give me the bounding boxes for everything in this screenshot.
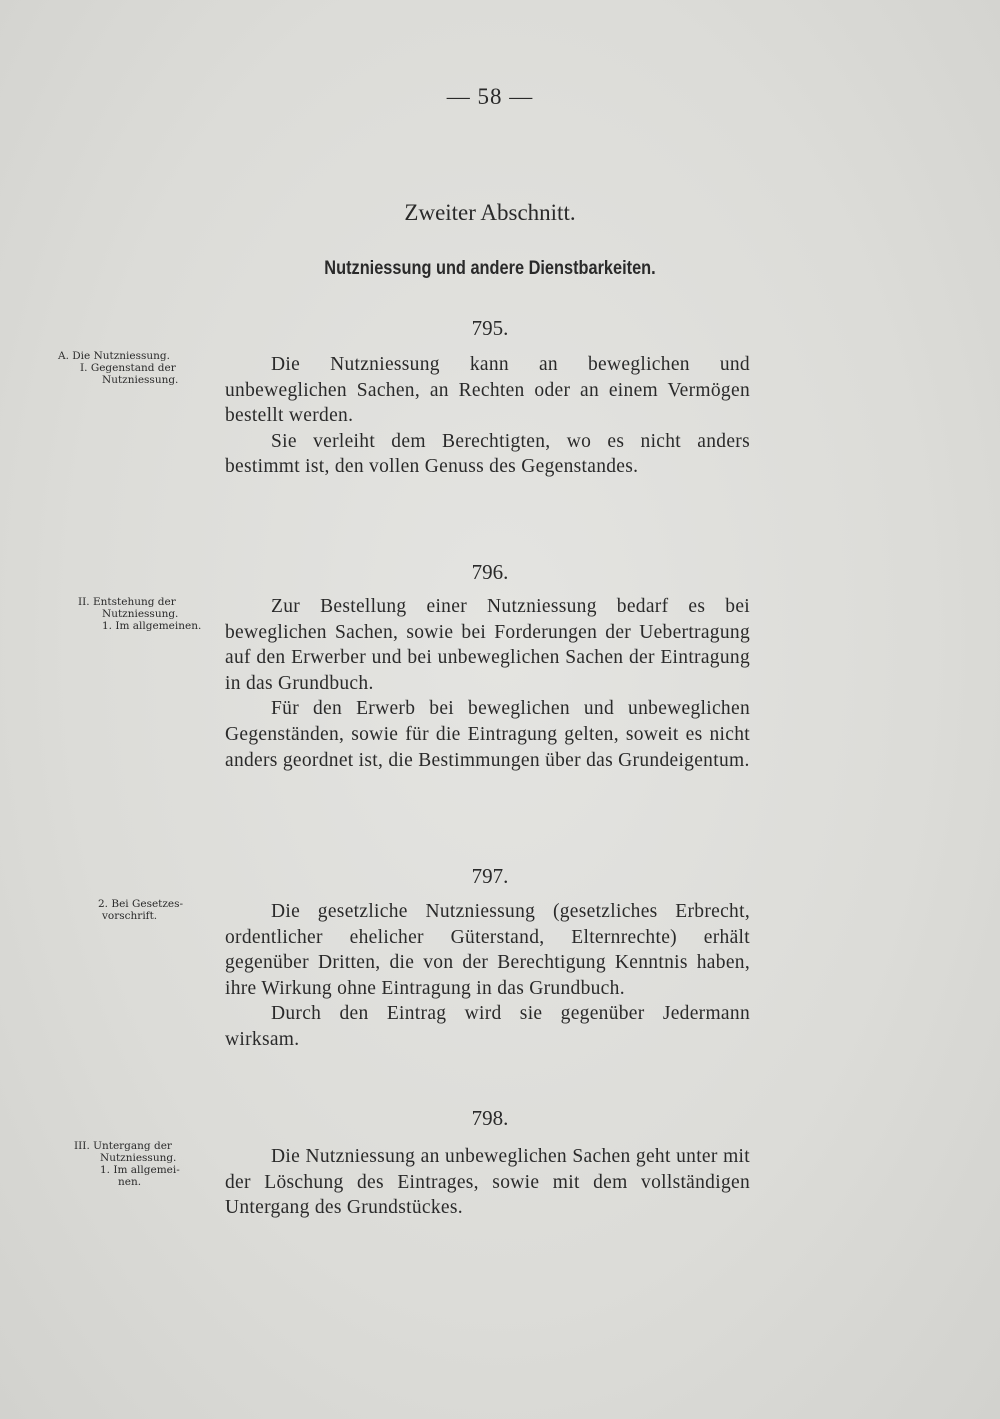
margin-note-line: 2. Bei Gesetzes- xyxy=(98,898,184,910)
article-paragraph: Die Nutzniessung an unbeweglichen Sachen geht unter mit der Löschung des Eintrages, sowie mit dem vollständigen Untergang des Grundstückes. xyxy=(225,1146,750,1219)
margin-note-line: Nutzniessung. xyxy=(100,1152,177,1164)
margin-note-line: A. Die Nutzniessung. xyxy=(58,350,170,362)
article-number-797: 797. xyxy=(471,864,509,888)
article-number-795: 795. xyxy=(471,316,509,340)
article-paragraph: Sie verleiht dem Berechtigten, wo es nicht anders bestimmt ist, den vollen Genuss des Gegenstandes. xyxy=(225,430,750,478)
article-paragraph: Die gesetzliche Nutzniessung (gesetzliches Erbrecht, ordentlicher ehelicher Güterstand, Elternrechte) erhält gegenüber Dritten, die von der Berechtigung Kenntnis haben, ihre Wirkung ohne Eintragung in das Grundbuch. xyxy=(225,901,750,999)
margin-note-line: II. Entstehung der xyxy=(78,596,176,608)
article-paragraph: Zur Bestellung einer Nutzniessung bedarf es bei beweglichen Sachen, sowie bei Forderungen der Uebertragung auf den Erwerber und bei unbeweglichen Sachen der Eintragung in das Grundbuch. xyxy=(225,596,750,694)
margin-note-line: nen. xyxy=(118,1176,142,1188)
margin-note-line: Nutzniessung. xyxy=(102,608,179,620)
article-body-795 xyxy=(225,352,750,480)
margin-note-797 xyxy=(58,898,206,922)
section-title: Zweiter Abschnitt. xyxy=(404,200,576,225)
article-number-798: 798. xyxy=(471,1106,509,1130)
article-body-796 xyxy=(225,594,750,773)
article-paragraph: Die Nutzniessung kann an beweglichen und unbeweglichen Sachen, an Rechten oder an einem Vermögen bestellt werden. xyxy=(225,354,750,427)
margin-note-line: vorschrift. xyxy=(102,910,158,922)
margin-note-line: Nutzniessung. xyxy=(102,374,179,386)
article-paragraph: Durch den Eintrag wird sie gegenüber Jedermann wirksam. xyxy=(225,1003,750,1050)
margin-note-line: III. Untergang der xyxy=(74,1140,172,1152)
margin-note-795 xyxy=(58,350,206,386)
article-paragraph: Für den Erwerb bei beweglichen und unbeweglichen Gegenständen, sowie für die Eintragung gelten, soweit es nicht anders geordnet ist, die Bestimmungen über das Grundeigentum. xyxy=(225,698,750,771)
margin-note-line: 1. Im allgemeinen. xyxy=(102,620,202,632)
article-number-796: 796. xyxy=(471,560,509,584)
article-body-798 xyxy=(225,1144,750,1221)
margin-note-798 xyxy=(58,1140,206,1188)
margin-note-line: 1. Im allgemei- xyxy=(100,1164,180,1176)
margin-note-796 xyxy=(58,596,206,632)
page-number: — 58 — xyxy=(446,84,534,109)
margin-note-line: I. Gegenstand der xyxy=(80,362,176,374)
section-subtitle: Nutzniessung und andere Dienstbarkeiten. xyxy=(324,258,656,279)
article-body-797 xyxy=(225,899,750,1053)
